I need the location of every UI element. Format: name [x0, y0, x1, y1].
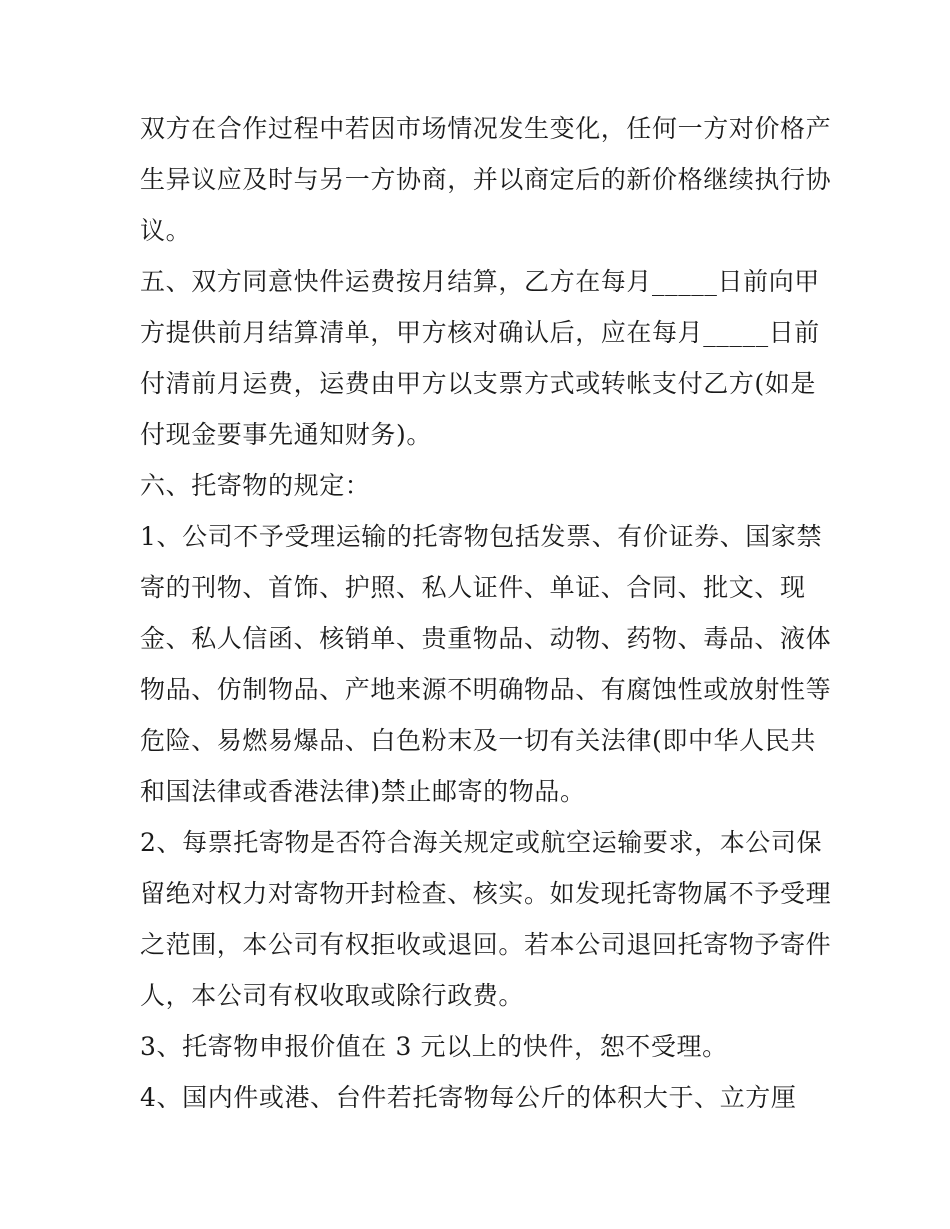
text-line: 五、双方同意快件运费按月结算，乙方在每月_____日前向甲 [140, 267, 820, 296]
text-line: 双方在合作过程中若因市场情况发生变化，任何一方对价格产 [140, 114, 832, 143]
text-line: 和国法律或香港法律)禁止邮寄的物品。 [140, 777, 586, 806]
text-line: 危险、易燃易爆品、白色粉末及一切有关法律(即中华人民共 [140, 726, 816, 755]
text-line: 4、国内件或港、台件若托寄物每公斤的体积大于、立方厘 [140, 1083, 797, 1112]
text-line: 议。 [140, 216, 192, 245]
text-line: 留绝对权力对寄物开封检查、核实。如发现托寄物属不予受理 [140, 879, 832, 908]
text-line: 2、每票托寄物是否符合海关规定或航空运输要求，本公司保 [140, 828, 823, 857]
text-line: 付清前月运费，运费由甲方以支票方式或转帐支付乙方(如是 [140, 369, 816, 398]
text-line: 3、托寄物申报价值在 3 元以上的快件，恕不受理。 [140, 1032, 728, 1061]
text-line: 生异议应及时与另一方协商，并以商定后的新价格继续执行协 [140, 165, 832, 194]
text-line: 之范围，本公司有权拒收或退回。若本公司退回托寄物予寄件 [140, 930, 832, 959]
text-line: 1、公司不予受理运输的托寄物包括发票、有价证券、国家禁 [140, 522, 823, 551]
text-line: 寄的刊物、首饰、护照、私人证件、单证、合同、批文、现 [140, 573, 806, 602]
text-line: 金、私人信函、核销单、贵重物品、动物、药物、毒品、液体 [140, 624, 832, 653]
text-line: 物品、仿制物品、产地来源不明确物品、有腐蚀性或放射性等 [140, 675, 832, 704]
section-heading: 六、托寄物的规定： [140, 471, 371, 500]
text-line: 方提供前月结算清单，甲方核对确认后，应在每月_____日前 [140, 318, 820, 347]
text-line: 付现金要事先通知财务)。 [140, 420, 432, 449]
text-line: 人，本公司有权收取或除行政费。 [140, 981, 525, 1010]
